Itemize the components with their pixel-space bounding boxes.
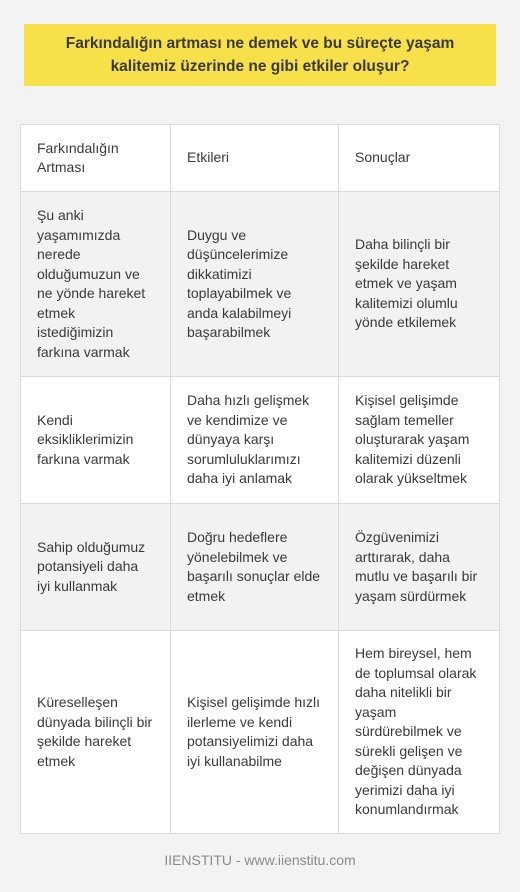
header-cell-results: Sonuçlar: [338, 125, 499, 191]
table-cell: Şu anki yaşamımızda nerede olduğumuzun ve ne yönde hareket etmek istediğimizin farkına varmak: [37, 207, 146, 360]
table-row: [21, 631, 499, 833]
table-cell: Kişisel gelişimde sağlam temeller oluşturarak yaşam kalitemizi düzenli olarak yükseltmek: [338, 377, 499, 503]
table-cell: Küreselleşen dünyada bilinçli bir şekilde hareket etmek: [37, 694, 153, 769]
table-cell: Özgüvenimizi arttırarak, daha mutlu ve başarılı bir yaşam sürdürmek: [338, 504, 499, 630]
table-cell: Kişisel gelişimde hızlı ilerleme ve kendi potansiyelimizi daha iyi kullanabilme: [170, 631, 338, 833]
table-row: [21, 192, 499, 377]
table-cell: Daha hızlı gelişmek ve kendimize ve dünyaya karşı sorumluluklarımızı daha iyi anlamak: [170, 377, 338, 503]
table-row: [21, 377, 499, 504]
table-cell: Kendi eksikliklerimizin farkına varmak: [37, 411, 134, 467]
table-cell: Daha bilinçli bir şekilde hareket etmek ve yaşam kalitemizi olumlu yönde etkilemek: [338, 192, 499, 376]
header-cell-effects: Etkileri: [170, 125, 338, 191]
title-banner: [24, 24, 496, 86]
table-row: [21, 504, 499, 631]
header-cell-awareness: Farkındalığın Artması: [37, 139, 119, 175]
table-cell: Doğru hedeflere yönelebilmek ve başarılı sonuçlar elde etmek: [170, 504, 338, 630]
table-cell: Sahip olduğumuz potansiyeli daha iyi kullanmak: [37, 538, 146, 594]
table-cell: Hem bireysel, hem de toplumsal olarak daha nitelikli bir yaşam sürdürebilmek ve sürekli gelişen ve değişen dünyada yerimizi daha iyi konumlandırmak: [338, 631, 499, 833]
footer-credit: IIENSTITU - www.iienstitu.com: [164, 852, 356, 868]
page-title: Farkındalığın artması ne demek ve bu süreçte yaşam kalitemiz üzerinde ne gibi etkiler oluşur?: [65, 35, 455, 75]
table-cell: Duygu ve düşüncelerimize dikkatimizi toplayabilmek ve anda kalabilmeyi başarabilmek: [170, 192, 338, 376]
comparison-table: [20, 124, 500, 834]
table-header-row: [21, 125, 499, 192]
